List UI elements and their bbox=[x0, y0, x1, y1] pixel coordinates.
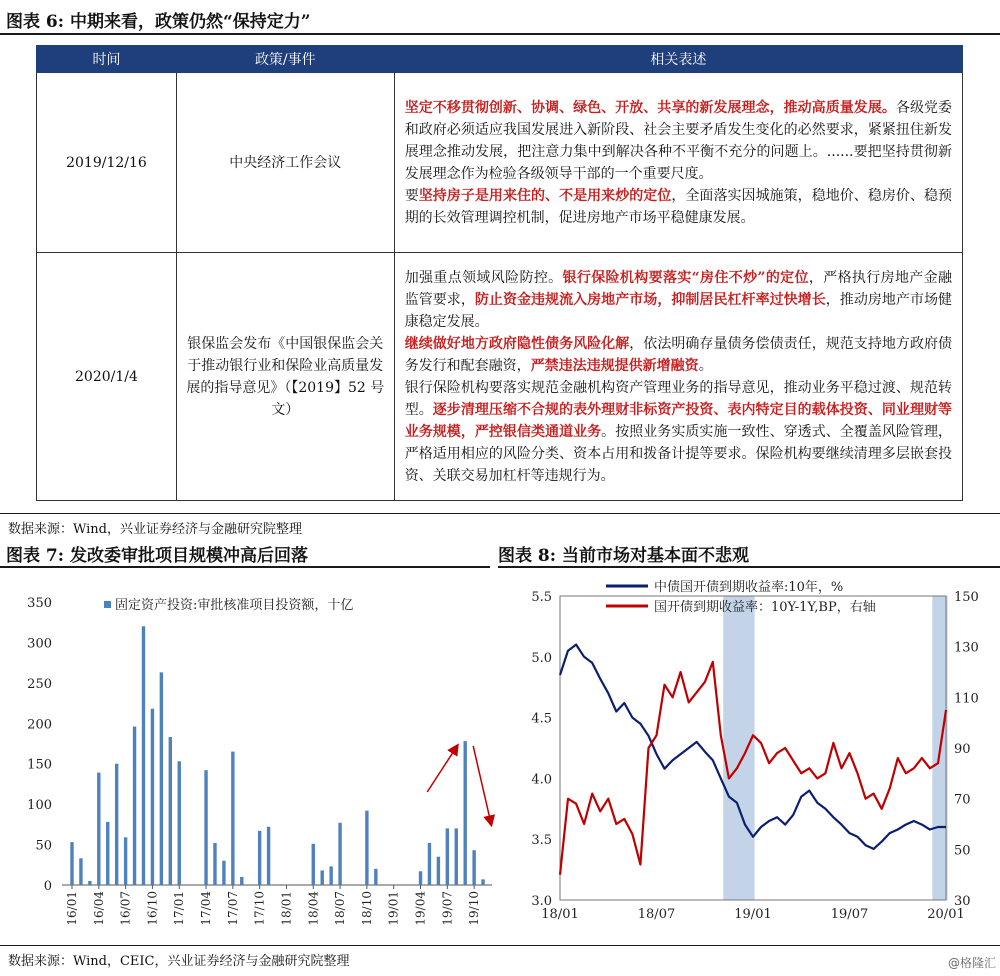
y-tick-label: 5.5 bbox=[531, 590, 552, 605]
figure6-title: 图表 6: 中期来看，政策仍然“保持定力” bbox=[6, 12, 311, 32]
x-tick-label: 18/04 bbox=[306, 891, 321, 926]
bar bbox=[97, 773, 100, 885]
table-row bbox=[37, 253, 963, 501]
y-tick-label: 350 bbox=[27, 596, 52, 611]
y-tick-label: 250 bbox=[27, 676, 52, 692]
watermark-text: @格隆汇 bbox=[947, 956, 996, 970]
x-tick-label: 19/01 bbox=[386, 891, 401, 926]
bar bbox=[472, 850, 475, 885]
y2-tick-label: 90 bbox=[954, 742, 971, 757]
bar bbox=[267, 827, 270, 885]
description-segment: 。按照业务实质实施一致性、穿透式、全覆盖风险管理，严格适用相应的风险分类、资本占用和拨备计提等要求。保险机构要继续清理多层嵌套投资、关联交易加杠杆等违规行为。 bbox=[404, 423, 952, 484]
description-segment: 要 bbox=[404, 187, 419, 204]
bar bbox=[178, 761, 181, 885]
description-segment: 坚定不移贯彻创新、协调、绿色、开放、共享的新发展理念，推动高质量发展。 bbox=[404, 99, 896, 116]
bar bbox=[169, 737, 172, 885]
policy-table-header bbox=[37, 46, 963, 73]
description-segment: 继续做好地方政府隐性债务风险化解 bbox=[404, 335, 630, 352]
bar bbox=[160, 672, 163, 885]
header-date: 时间 bbox=[37, 46, 177, 73]
bar bbox=[446, 828, 449, 885]
bar bbox=[321, 870, 324, 885]
x-tick-label: 17/10 bbox=[252, 891, 267, 926]
x-tick-label: 17/07 bbox=[225, 891, 240, 926]
description-paragraph bbox=[405, 333, 952, 377]
bar bbox=[204, 770, 207, 885]
description-segment: ，全面落实因城施策，稳地价、稳房价、稳预期的长效管理调控机制，促进房地产市场平稳健康发展。 bbox=[404, 187, 953, 226]
bar bbox=[88, 881, 91, 885]
arrow-up bbox=[427, 746, 457, 792]
row-event: 银保监会发布《中国银保监会关于推动银行业和保险业高质量发展的指导意见》（【2019】52 号文） bbox=[176, 253, 394, 501]
policy-table bbox=[36, 45, 963, 501]
description-segment: 加强重点领域风险防控。 bbox=[404, 269, 563, 286]
x-tick-label: 19/07 bbox=[830, 907, 869, 922]
legend-swatch bbox=[104, 601, 111, 608]
x-tick-label: 18/07 bbox=[637, 907, 676, 922]
y-tick-label: 0 bbox=[43, 879, 52, 894]
bar bbox=[329, 866, 332, 885]
bar bbox=[258, 831, 261, 885]
x-tick-label: 18/07 bbox=[333, 891, 348, 926]
y-tick-label: 4.0 bbox=[531, 772, 552, 788]
y-tick-label: 300 bbox=[27, 636, 52, 652]
bar bbox=[455, 828, 458, 885]
figure6-source: 数据来源：Wind，兴业证券经济与金融研究院整理 bbox=[8, 522, 302, 537]
description-segment: 坚持房子是用来住的、不是用来炒的定位 bbox=[418, 187, 672, 204]
figure7-title: 图表 7: 发改委审批项目规模冲高后回落 bbox=[6, 546, 308, 566]
y2-tick-label: 70 bbox=[954, 792, 971, 808]
bottom-source: 数据来源：Wind，CEIC，兴业证券经济与金融研究院整理 bbox=[8, 954, 350, 969]
bar bbox=[231, 752, 234, 885]
bottom-rule bbox=[0, 945, 1000, 946]
description-paragraph bbox=[405, 267, 952, 333]
legend-label: 国开债到期收益率：10Y-1Y,BP，右轴 bbox=[654, 600, 876, 615]
bar bbox=[70, 842, 73, 885]
table-bottom-rule bbox=[0, 513, 1000, 514]
table-row bbox=[37, 73, 963, 253]
y2-tick-label: 50 bbox=[954, 843, 971, 859]
figure8-title: 图表 8: 当前市场对基本面不悲观 bbox=[498, 546, 749, 566]
row-event: 中央经济工作会议 bbox=[176, 73, 394, 253]
bar bbox=[133, 727, 136, 885]
description-segment: 银行保险机构要落实规范金融机构资产管理业务的指导意见，推动业务平稳过渡、规范转型。 bbox=[404, 379, 952, 418]
y-tick-label: 150 bbox=[27, 757, 52, 773]
description-paragraph bbox=[405, 377, 952, 487]
y-tick-label: 5.0 bbox=[531, 650, 552, 666]
bar bbox=[222, 861, 225, 885]
header-description: 相关表述 bbox=[394, 46, 962, 73]
y2-tick-label: 110 bbox=[954, 691, 979, 707]
y-tick-label: 200 bbox=[27, 717, 52, 733]
x-tick-label: 20/01 bbox=[927, 907, 965, 922]
y2-tick-label: 150 bbox=[954, 590, 979, 605]
description-paragraph bbox=[405, 185, 952, 229]
bar bbox=[374, 869, 377, 885]
figure8-title-rule bbox=[498, 566, 1000, 568]
figure6-title-rule bbox=[0, 33, 1000, 35]
bar bbox=[463, 741, 466, 885]
y-tick-label: 50 bbox=[35, 838, 52, 854]
bar bbox=[106, 822, 109, 885]
x-tick-label: 18/01 bbox=[541, 907, 579, 922]
bar bbox=[115, 764, 118, 885]
description-segment: ，推动房地产市场健康稳定发展。 bbox=[404, 291, 953, 330]
description-segment: 。 bbox=[698, 357, 713, 374]
x-tick-label: 19/01 bbox=[734, 907, 772, 922]
bar bbox=[240, 877, 243, 885]
bar bbox=[338, 823, 341, 885]
y-tick-label: 4.5 bbox=[531, 711, 552, 727]
arrow-down bbox=[473, 746, 491, 824]
y2-tick-label: 130 bbox=[954, 640, 979, 656]
row-date: 2020/1/4 bbox=[37, 253, 177, 501]
y-tick-label: 3.0 bbox=[531, 894, 552, 909]
yield-line-chart bbox=[498, 570, 1000, 940]
description-segment: ，依法明确存量债务偿债责任，规范支持地方政府债务发行和配套融资， bbox=[404, 335, 953, 374]
x-tick-label: 19/07 bbox=[440, 891, 455, 926]
row-description bbox=[394, 73, 962, 253]
y-tick-label: 100 bbox=[27, 798, 52, 814]
approval-bar-chart bbox=[0, 570, 495, 940]
bar bbox=[428, 843, 431, 885]
shaded-period bbox=[723, 596, 754, 900]
x-tick-label: 17/04 bbox=[199, 891, 214, 926]
description-segment: ，严格执行房地产金融监管要求， bbox=[404, 269, 953, 308]
y-tick-label: 3.5 bbox=[531, 833, 552, 849]
legend-label: 固定资产投资:审批核准项目投资额，十亿 bbox=[115, 598, 354, 613]
x-tick-label: 16/01 bbox=[65, 891, 79, 926]
description-segment: 防止资金违规流入房地产市场，抑制居民杠杆率过快增长 bbox=[474, 291, 826, 308]
x-tick-label: 16/04 bbox=[91, 891, 106, 926]
y2-tick-label: 30 bbox=[954, 894, 971, 909]
legend-label: 中债国开债到期收益率:10年，% bbox=[654, 580, 844, 595]
bar bbox=[142, 626, 145, 885]
description-segment: 各级党委和政府必须适应我国发展进入新阶段、社会主要矛盾发生变化的必然要求，紧紧扭住新发展理念推动发展，把注意力集中到解决各种不平衡不充分的问题上。......要把坚持贯彻新发展理念作为检验各级领导干部的一个重要尺度。 bbox=[404, 99, 953, 182]
x-tick-label: 18/10 bbox=[359, 891, 374, 926]
bar bbox=[151, 709, 154, 885]
description-segment: 银行保险机构要落实“房住不炒”的定位 bbox=[562, 269, 809, 286]
x-tick-label: 18/01 bbox=[279, 891, 294, 926]
figure7-title-rule bbox=[0, 566, 490, 568]
bar bbox=[79, 858, 82, 885]
bar bbox=[124, 837, 127, 885]
header-event: 政策/事件 bbox=[176, 46, 394, 73]
bar bbox=[365, 811, 368, 885]
row-date: 2019/12/16 bbox=[37, 73, 177, 253]
x-tick-label: 16/07 bbox=[118, 891, 133, 926]
bar bbox=[437, 857, 440, 885]
x-tick-label: 19/04 bbox=[413, 891, 428, 926]
description-paragraph bbox=[405, 97, 952, 185]
row-description bbox=[394, 253, 962, 501]
description-segment: 严禁违法违规提供新增融资 bbox=[530, 357, 699, 374]
x-tick-label: 17/01 bbox=[172, 891, 187, 926]
bar bbox=[312, 844, 315, 885]
bar bbox=[213, 843, 216, 885]
bar bbox=[481, 879, 484, 885]
description-segment: 逐步清理压缩不合规的表外理财非标资产投资、表内特定目的载体投资、同业理财等业务规模，严控银信类通道业务 bbox=[404, 401, 953, 440]
bar bbox=[419, 871, 422, 885]
x-tick-label: 16/10 bbox=[145, 891, 160, 926]
x-tick-label: 19/10 bbox=[467, 891, 482, 926]
